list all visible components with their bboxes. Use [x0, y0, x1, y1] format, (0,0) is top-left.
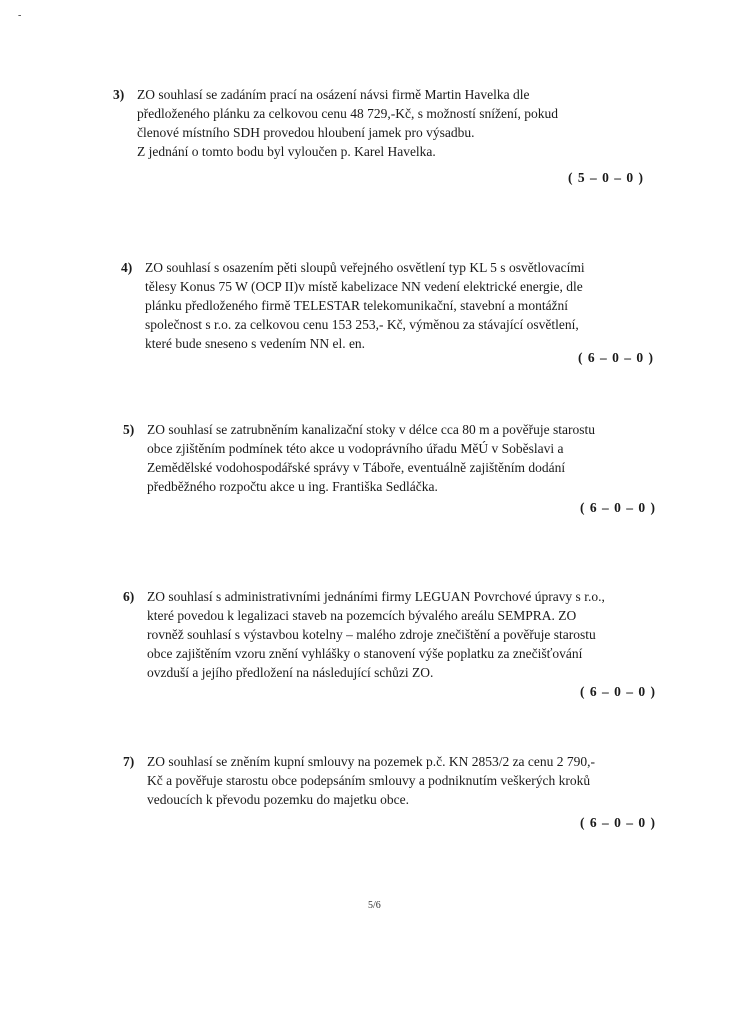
corner-mark: -	[18, 10, 22, 21]
item-text-line: Kč a pověřuje starostu obce podepsáním smlouvy a podniknutím veškerých kroků	[147, 773, 591, 788]
resolution-item-3	[113, 85, 637, 161]
item-number: 3)	[113, 87, 125, 102]
resolution-item-7	[123, 752, 647, 809]
item-text-line: Zemědělské vodohospodářské správy v Táboře, eventuálně zajištěním dodání	[147, 460, 566, 475]
item-text-line: společnost s r.o. za celkovou cenu 153 253,- Kč, výměnou za stávající osvětlení,	[145, 317, 579, 332]
item-text-line: ZO souhlasí s administrativními jednáními firmy LEGUAN Povrchové úpravy s r.o.,	[147, 589, 605, 604]
item-text-line: ZO souhlasí se zněním kupní smlouvy na pozemek p.č. KN 2853/2 za cenu 2 790,-	[147, 754, 596, 769]
item-text-line: ZO souhlasí s osazením pěti sloupů veřejného osvětlení typ KL 5 s osvětlovacími	[145, 260, 585, 275]
item-text-line: plánku předloženého firmě TELESTAR telekomunikační, stavební a montážní	[145, 298, 569, 313]
item-text-line: členové místního SDH provedou hloubení jamek pro výsadbu.	[137, 125, 475, 140]
item-number: 6)	[123, 589, 135, 604]
vote-result: ( 6 – 0 – 0 )	[580, 500, 656, 515]
vote-result: ( 6 – 0 – 0 )	[578, 350, 654, 365]
item-text-line: ZO souhlasí se zadáním prací na osázení návsi firmě Martin Havelka dle	[137, 87, 530, 102]
resolution-item-4	[121, 258, 645, 353]
item-text-line: ZO souhlasí se zatrubněním kanalizační stoky v délce cca 80 m a pověřuje starostu	[147, 422, 595, 437]
item-text-line: předběžného rozpočtu akce u ing. Františka Sedláčka.	[147, 479, 438, 494]
item-number: 7)	[123, 754, 135, 769]
item-text-line: které bude sneseno s vedením NN el. en.	[145, 336, 366, 351]
item-text-line: tělesy Konus 75 W (OCP II)v místě kabelizace NN vedení elektrické energie, dle	[145, 279, 583, 294]
page-number: 5/6	[368, 900, 381, 911]
item-number: 4)	[121, 260, 133, 275]
item-text-line: které povedou k legalizaci staveb na pozemcích bývalého areálu SEMPRA. ZO	[147, 608, 577, 623]
item-text-line: obce zjištěním podmínek této akce u vodoprávního úřadu MěÚ v Soběslavi a	[147, 441, 564, 456]
vote-result: ( 5 – 0 – 0 )	[568, 170, 644, 185]
vote-result: ( 6 – 0 – 0 )	[580, 684, 656, 699]
resolution-item-5	[123, 420, 647, 496]
item-text-line: ovzduší a jejího předložení na následující schůzi ZO.	[147, 665, 434, 680]
item-text-line: obce zajištěním vzoru znění vyhlášky o stanovení výše poplatku za znečišťování	[147, 646, 583, 661]
item-text-line: Z jednání o tomto bodu byl vyloučen p. Karel Havelka.	[137, 144, 436, 159]
item-text-line: rovněž souhlasí s výstavbou kotelny – malého zdroje znečištění a pověřuje starostu	[147, 627, 596, 642]
vote-result: ( 6 – 0 – 0 )	[580, 815, 656, 830]
item-text-line: předloženého plánku za celkovou cenu 48 729,-Kč, s možností snížení, pokud	[137, 106, 559, 121]
item-text-line: vedoucích k převodu pozemku do majetku obce.	[147, 792, 410, 807]
resolution-item-6	[123, 587, 647, 682]
item-number: 5)	[123, 422, 135, 437]
